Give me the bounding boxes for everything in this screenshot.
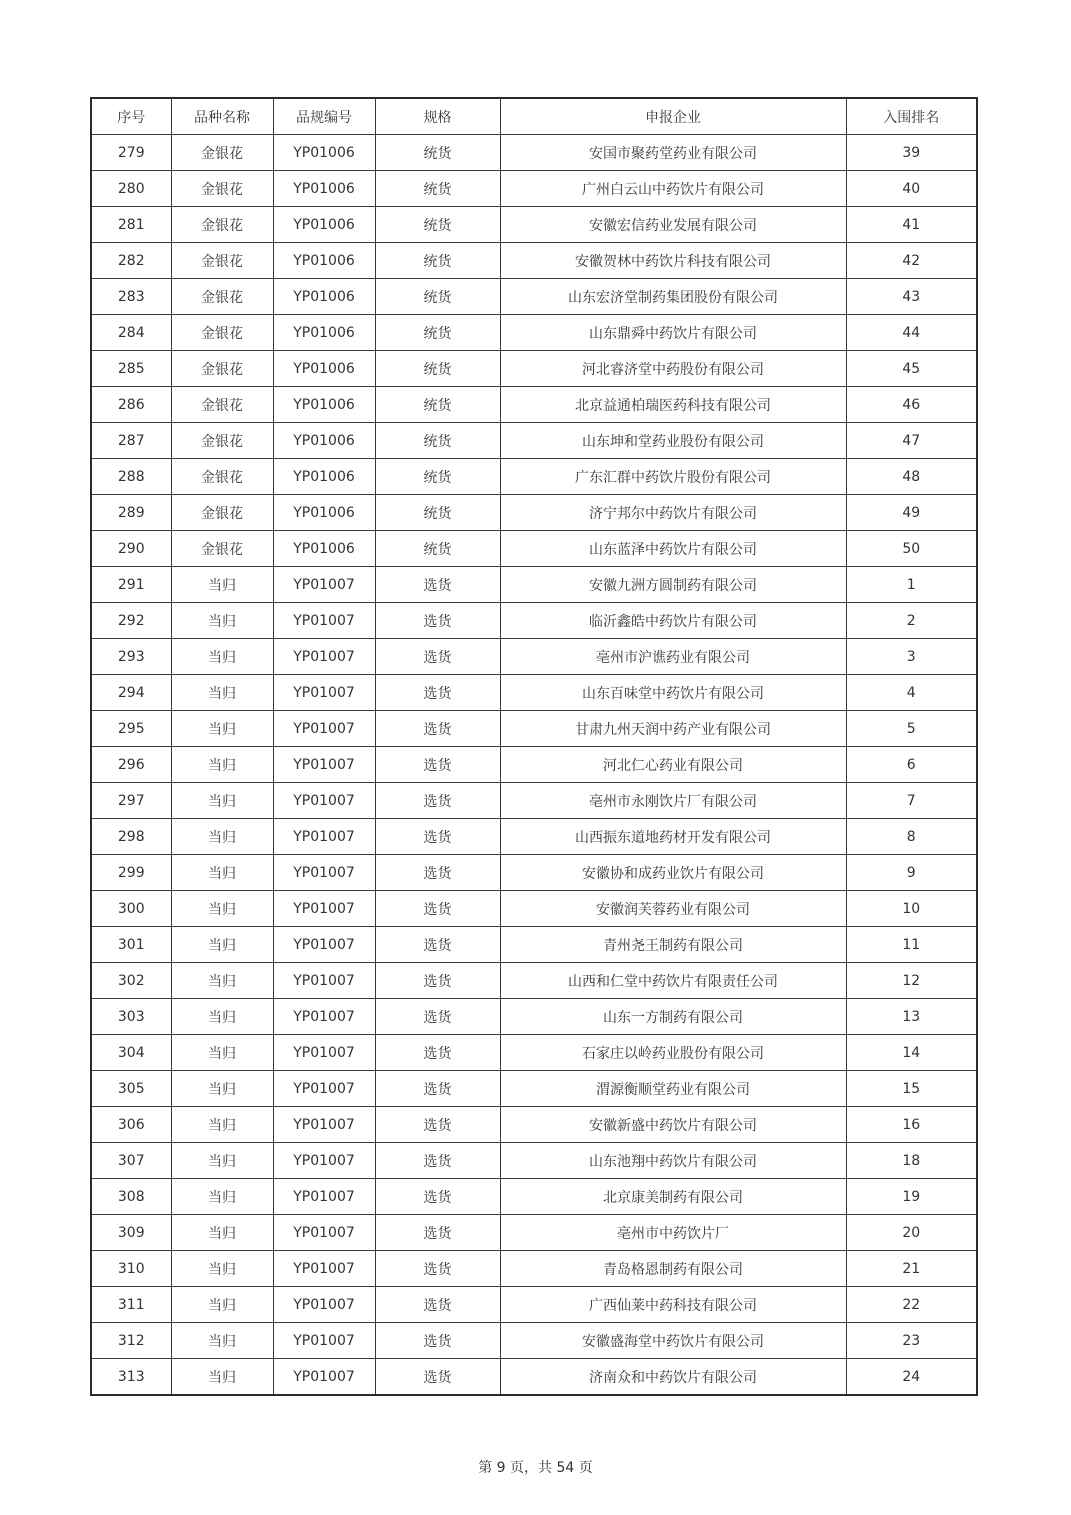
table-row — [91, 1323, 977, 1359]
rank-cell: 42 — [846, 243, 977, 279]
rank-cell: 44 — [846, 315, 977, 351]
spec-code-cell: YP01007 — [273, 675, 375, 711]
seq-cell: 281 — [91, 207, 171, 243]
variety-name-cell: 金银花 — [171, 495, 273, 531]
seq-cell: 294 — [91, 675, 171, 711]
header-spec: 规格 — [375, 98, 500, 135]
table-row — [91, 603, 977, 639]
spec-cell: 统货 — [375, 243, 500, 279]
rank-cell: 40 — [846, 171, 977, 207]
variety-name-cell: 金银花 — [171, 351, 273, 387]
seq-cell: 299 — [91, 855, 171, 891]
spec-cell: 选货 — [375, 927, 500, 963]
company-cell: 山东一方制药有限公司 — [500, 999, 846, 1035]
seq-cell: 292 — [91, 603, 171, 639]
table-row — [91, 1143, 977, 1179]
spec-code-cell: YP01006 — [273, 243, 375, 279]
rank-cell: 8 — [846, 819, 977, 855]
company-cell: 亳州市中药饮片厂 — [500, 1215, 846, 1251]
rank-cell: 43 — [846, 279, 977, 315]
table-row — [91, 711, 977, 747]
table-row — [91, 243, 977, 279]
variety-name-cell: 当归 — [171, 1035, 273, 1071]
company-cell: 甘肃九州天润中药产业有限公司 — [500, 711, 846, 747]
spec-code-cell: YP01007 — [273, 1251, 375, 1287]
table-row — [91, 279, 977, 315]
table-row — [91, 819, 977, 855]
spec-code-cell: YP01006 — [273, 387, 375, 423]
spec-code-cell: YP01007 — [273, 639, 375, 675]
spec-cell: 选货 — [375, 711, 500, 747]
spec-cell: 选货 — [375, 1323, 500, 1359]
table-row — [91, 1071, 977, 1107]
table-row — [91, 1035, 977, 1071]
header-company: 申报企业 — [500, 98, 846, 135]
rank-cell: 2 — [846, 603, 977, 639]
spec-code-cell: YP01006 — [273, 135, 375, 171]
seq-cell: 313 — [91, 1359, 171, 1396]
spec-cell: 统货 — [375, 387, 500, 423]
seq-cell: 280 — [91, 171, 171, 207]
company-cell: 河北睿济堂中药股份有限公司 — [500, 351, 846, 387]
seq-cell: 279 — [91, 135, 171, 171]
variety-name-cell: 金银花 — [171, 423, 273, 459]
company-cell: 山东鼎舜中药饮片有限公司 — [500, 315, 846, 351]
seq-cell: 308 — [91, 1179, 171, 1215]
company-cell: 济宁邦尔中药饮片有限公司 — [500, 495, 846, 531]
seq-cell: 309 — [91, 1215, 171, 1251]
seq-cell: 284 — [91, 315, 171, 351]
seq-cell: 300 — [91, 891, 171, 927]
seq-cell: 305 — [91, 1071, 171, 1107]
table-row — [91, 315, 977, 351]
rank-cell: 15 — [846, 1071, 977, 1107]
company-cell: 石家庄以岭药业股份有限公司 — [500, 1035, 846, 1071]
variety-name-cell: 当归 — [171, 675, 273, 711]
spec-cell: 选货 — [375, 747, 500, 783]
rank-cell: 21 — [846, 1251, 977, 1287]
spec-code-cell: YP01006 — [273, 315, 375, 351]
spec-cell: 统货 — [375, 351, 500, 387]
spec-code-cell: YP01007 — [273, 1107, 375, 1143]
company-cell: 青岛格恩制药有限公司 — [500, 1251, 846, 1287]
seq-cell: 297 — [91, 783, 171, 819]
table-row — [91, 927, 977, 963]
table-row — [91, 531, 977, 567]
rank-cell: 5 — [846, 711, 977, 747]
spec-code-cell: YP01007 — [273, 567, 375, 603]
spec-code-cell: YP01006 — [273, 531, 375, 567]
variety-name-cell: 当归 — [171, 999, 273, 1035]
variety-name-cell: 当归 — [171, 1179, 273, 1215]
variety-name-cell: 金银花 — [171, 207, 273, 243]
table-row — [91, 207, 977, 243]
rank-cell: 11 — [846, 927, 977, 963]
variety-name-cell: 金银花 — [171, 171, 273, 207]
variety-name-cell: 当归 — [171, 567, 273, 603]
company-cell: 广东汇群中药饮片股份有限公司 — [500, 459, 846, 495]
company-cell: 山西振东道地药材开发有限公司 — [500, 819, 846, 855]
company-cell: 山东池翔中药饮片有限公司 — [500, 1143, 846, 1179]
spec-cell: 选货 — [375, 1179, 500, 1215]
spec-code-cell: YP01007 — [273, 711, 375, 747]
rank-cell: 48 — [846, 459, 977, 495]
variety-name-cell: 当归 — [171, 1215, 273, 1251]
company-cell: 安徽新盛中药饮片有限公司 — [500, 1107, 846, 1143]
rank-cell: 49 — [846, 495, 977, 531]
rank-cell: 4 — [846, 675, 977, 711]
variety-name-cell: 当归 — [171, 1107, 273, 1143]
company-cell: 山东百味堂中药饮片有限公司 — [500, 675, 846, 711]
spec-cell: 选货 — [375, 891, 500, 927]
rank-cell: 3 — [846, 639, 977, 675]
seq-cell: 287 — [91, 423, 171, 459]
company-cell: 北京康美制药有限公司 — [500, 1179, 846, 1215]
spec-cell: 统货 — [375, 135, 500, 171]
company-cell: 河北仁心药业有限公司 — [500, 747, 846, 783]
variety-name-cell: 当归 — [171, 783, 273, 819]
seq-cell: 304 — [91, 1035, 171, 1071]
header-seq: 序号 — [91, 98, 171, 135]
company-cell: 北京益通柏瑞医药科技有限公司 — [500, 387, 846, 423]
table-row — [91, 1359, 977, 1396]
rank-cell: 16 — [846, 1107, 977, 1143]
header-spec-code: 品规编号 — [273, 98, 375, 135]
spec-cell: 统货 — [375, 459, 500, 495]
spec-code-cell: YP01006 — [273, 207, 375, 243]
spec-code-cell: YP01006 — [273, 495, 375, 531]
rank-cell: 50 — [846, 531, 977, 567]
page-number: 第 9 页，共 54 页 — [478, 1460, 593, 1476]
company-cell: 安徽宏信药业发展有限公司 — [500, 207, 846, 243]
table-header-row — [91, 98, 977, 135]
rank-cell: 46 — [846, 387, 977, 423]
rank-cell: 23 — [846, 1323, 977, 1359]
company-cell: 安徽润芙蓉药业有限公司 — [500, 891, 846, 927]
company-cell: 安徽协和成药业饮片有限公司 — [500, 855, 846, 891]
variety-name-cell: 金银花 — [171, 387, 273, 423]
spec-cell: 选货 — [375, 783, 500, 819]
variety-name-cell: 金银花 — [171, 459, 273, 495]
table-row — [91, 1251, 977, 1287]
spec-code-cell: YP01007 — [273, 783, 375, 819]
spec-code-cell: YP01007 — [273, 1215, 375, 1251]
spec-code-cell: YP01007 — [273, 927, 375, 963]
spec-code-cell: YP01007 — [273, 891, 375, 927]
spec-code-cell: YP01007 — [273, 1323, 375, 1359]
company-cell: 亳州市永刚饮片厂有限公司 — [500, 783, 846, 819]
company-cell: 安徽盛海堂中药饮片有限公司 — [500, 1323, 846, 1359]
spec-cell: 选货 — [375, 1359, 500, 1396]
rank-cell: 6 — [846, 747, 977, 783]
variety-name-cell: 当归 — [171, 819, 273, 855]
company-cell: 安徽贺林中药饮片科技有限公司 — [500, 243, 846, 279]
seq-cell: 289 — [91, 495, 171, 531]
spec-cell: 统货 — [375, 531, 500, 567]
spec-code-cell: YP01007 — [273, 1359, 375, 1396]
rank-cell: 47 — [846, 423, 977, 459]
company-cell: 渭源衡顺堂药业有限公司 — [500, 1071, 846, 1107]
rank-cell: 41 — [846, 207, 977, 243]
table-row — [91, 495, 977, 531]
table-row — [91, 783, 977, 819]
variety-name-cell: 当归 — [171, 891, 273, 927]
spec-cell: 选货 — [375, 1035, 500, 1071]
company-cell: 山东宏济堂制药集团股份有限公司 — [500, 279, 846, 315]
spec-cell: 选货 — [375, 675, 500, 711]
table-row — [91, 855, 977, 891]
company-cell: 安徽九洲方圆制药有限公司 — [500, 567, 846, 603]
spec-cell: 统货 — [375, 495, 500, 531]
table-row — [91, 387, 977, 423]
spec-cell: 选货 — [375, 819, 500, 855]
table-row — [91, 747, 977, 783]
spec-cell: 选货 — [375, 1287, 500, 1323]
variety-name-cell: 当归 — [171, 1287, 273, 1323]
table-row — [91, 423, 977, 459]
spec-cell: 选货 — [375, 567, 500, 603]
company-cell: 青州尧王制药有限公司 — [500, 927, 846, 963]
seq-cell: 312 — [91, 1323, 171, 1359]
spec-code-cell: YP01006 — [273, 171, 375, 207]
table-row — [91, 1215, 977, 1251]
seq-cell: 311 — [91, 1287, 171, 1323]
spec-code-cell: YP01007 — [273, 1071, 375, 1107]
spec-code-cell: YP01007 — [273, 1143, 375, 1179]
spec-code-cell: YP01006 — [273, 459, 375, 495]
table-row — [91, 1107, 977, 1143]
rank-cell: 9 — [846, 855, 977, 891]
variety-name-cell: 当归 — [171, 855, 273, 891]
seq-cell: 288 — [91, 459, 171, 495]
spec-code-cell: YP01007 — [273, 747, 375, 783]
spec-code-cell: YP01007 — [273, 855, 375, 891]
rank-cell: 12 — [846, 963, 977, 999]
variety-name-cell: 当归 — [171, 927, 273, 963]
spec-cell: 统货 — [375, 315, 500, 351]
spec-cell: 统货 — [375, 207, 500, 243]
company-cell: 济南众和中药饮片有限公司 — [500, 1359, 846, 1396]
seq-cell: 296 — [91, 747, 171, 783]
seq-cell: 310 — [91, 1251, 171, 1287]
rank-cell: 7 — [846, 783, 977, 819]
table-row — [91, 963, 977, 999]
variety-name-cell: 当归 — [171, 1323, 273, 1359]
seq-cell: 306 — [91, 1107, 171, 1143]
spec-cell: 选货 — [375, 1251, 500, 1287]
variety-name-cell: 当归 — [171, 1251, 273, 1287]
spec-cell: 选货 — [375, 1107, 500, 1143]
variety-name-cell: 当归 — [171, 1071, 273, 1107]
rank-cell: 22 — [846, 1287, 977, 1323]
company-cell: 山东坤和堂药业股份有限公司 — [500, 423, 846, 459]
results-table — [90, 97, 978, 1396]
variety-name-cell: 当归 — [171, 747, 273, 783]
rank-cell: 19 — [846, 1179, 977, 1215]
rank-cell: 13 — [846, 999, 977, 1035]
table-row — [91, 1179, 977, 1215]
spec-code-cell: YP01007 — [273, 1287, 375, 1323]
seq-cell: 286 — [91, 387, 171, 423]
table-row — [91, 999, 977, 1035]
rank-cell: 20 — [846, 1215, 977, 1251]
seq-cell: 283 — [91, 279, 171, 315]
spec-cell: 选货 — [375, 963, 500, 999]
spec-cell: 选货 — [375, 603, 500, 639]
spec-cell: 选货 — [375, 1143, 500, 1179]
spec-cell: 选货 — [375, 1215, 500, 1251]
table-body — [91, 135, 977, 1396]
seq-cell: 302 — [91, 963, 171, 999]
spec-cell: 统货 — [375, 423, 500, 459]
seq-cell: 285 — [91, 351, 171, 387]
seq-cell: 295 — [91, 711, 171, 747]
variety-name-cell: 金银花 — [171, 279, 273, 315]
spec-cell: 选货 — [375, 855, 500, 891]
spec-cell: 选货 — [375, 1071, 500, 1107]
spec-code-cell: YP01007 — [273, 819, 375, 855]
variety-name-cell: 金银花 — [171, 243, 273, 279]
table-row — [91, 135, 977, 171]
table-row — [91, 351, 977, 387]
header-rank: 入围排名 — [846, 98, 977, 135]
spec-code-cell: YP01007 — [273, 999, 375, 1035]
rank-cell: 1 — [846, 567, 977, 603]
table-row — [91, 891, 977, 927]
seq-cell: 303 — [91, 999, 171, 1035]
seq-cell: 293 — [91, 639, 171, 675]
company-cell: 广州白云山中药饮片有限公司 — [500, 171, 846, 207]
rank-cell: 39 — [846, 135, 977, 171]
table-row — [91, 1287, 977, 1323]
variety-name-cell: 当归 — [171, 639, 273, 675]
spec-code-cell: YP01007 — [273, 1035, 375, 1071]
company-cell: 广西仙莱中药科技有限公司 — [500, 1287, 846, 1323]
table-row — [91, 639, 977, 675]
variety-name-cell: 金银花 — [171, 531, 273, 567]
spec-cell: 统货 — [375, 171, 500, 207]
company-cell: 临沂鑫皓中药饮片有限公司 — [500, 603, 846, 639]
company-cell: 亳州市沪谯药业有限公司 — [500, 639, 846, 675]
rank-cell: 45 — [846, 351, 977, 387]
spec-code-cell: YP01007 — [273, 1179, 375, 1215]
table-row — [91, 675, 977, 711]
table-row — [91, 567, 977, 603]
spec-code-cell: YP01006 — [273, 423, 375, 459]
variety-name-cell: 当归 — [171, 963, 273, 999]
rank-cell: 18 — [846, 1143, 977, 1179]
variety-name-cell: 当归 — [171, 603, 273, 639]
seq-cell: 301 — [91, 927, 171, 963]
company-cell: 山西和仁堂中药饮片有限责任公司 — [500, 963, 846, 999]
spec-code-cell: YP01007 — [273, 963, 375, 999]
seq-cell: 290 — [91, 531, 171, 567]
company-cell: 山东蓝泽中药饮片有限公司 — [500, 531, 846, 567]
variety-name-cell: 金银花 — [171, 135, 273, 171]
rank-cell: 14 — [846, 1035, 977, 1071]
spec-cell: 选货 — [375, 639, 500, 675]
spec-code-cell: YP01007 — [273, 603, 375, 639]
variety-name-cell: 金银花 — [171, 315, 273, 351]
seq-cell: 307 — [91, 1143, 171, 1179]
rank-cell: 10 — [846, 891, 977, 927]
rank-cell: 24 — [846, 1359, 977, 1396]
header-variety-name: 品种名称 — [171, 98, 273, 135]
variety-name-cell: 当归 — [171, 711, 273, 747]
seq-cell: 282 — [91, 243, 171, 279]
seq-cell: 298 — [91, 819, 171, 855]
company-cell: 安国市聚药堂药业有限公司 — [500, 135, 846, 171]
table-row — [91, 459, 977, 495]
spec-code-cell: YP01006 — [273, 279, 375, 315]
seq-cell: 291 — [91, 567, 171, 603]
spec-cell: 统货 — [375, 279, 500, 315]
variety-name-cell: 当归 — [171, 1143, 273, 1179]
table-row — [91, 171, 977, 207]
variety-name-cell: 当归 — [171, 1359, 273, 1396]
spec-code-cell: YP01006 — [273, 351, 375, 387]
spec-cell: 选货 — [375, 999, 500, 1035]
